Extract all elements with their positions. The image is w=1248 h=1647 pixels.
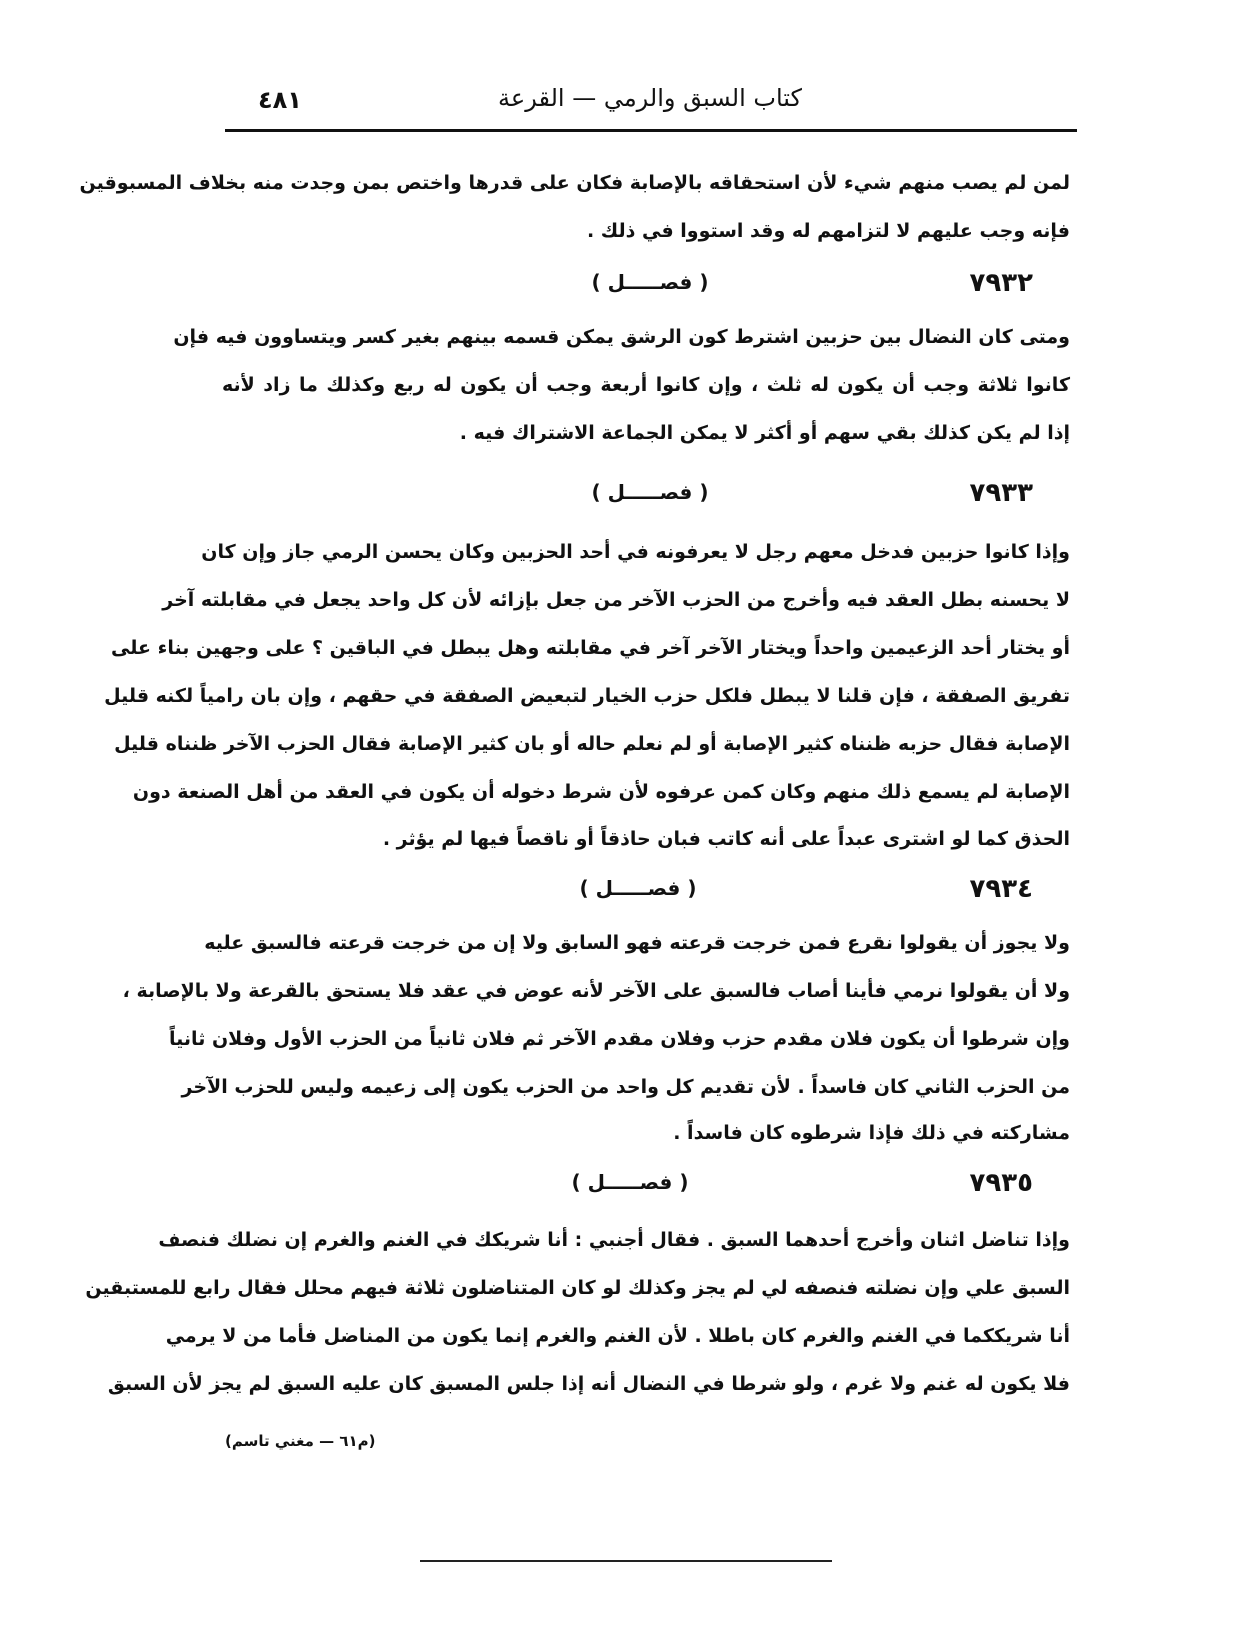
page-number: ٤٨١ [258,86,302,114]
section-title: ( فصـــــل ) [591,270,709,294]
text-line: الحذق كما لو اشترى عبداً على أنه كاتب فبان حاذقاً أو ناقصاً فيها لم يؤثر . [382,828,1070,850]
text-line: لمن لم يصب منهم شيء لأن استحقاقه بالإصابة فكان على قدرها واختص بمن وجدت منه بخلاف المسبوقين [79,172,1070,194]
section-number: ٧٩٣٣ [969,478,1033,508]
text-line: وإذا كانوا حزبين فدخل معهم رجل لا يعرفونه في أحد الحزبين وكان يحسن الرمي جاز وإن كان [201,541,1070,563]
text-line: فلا يكون له غنم ولا غرم ، ولو شرطا في النضال أنه إذا جلس المسبق كان عليه السبق لم يجز لأن السبق [107,1373,1070,1395]
section-number: ٧٩٣٢ [969,268,1033,298]
section-number: ٧٩٣٤ [969,874,1033,904]
text-line: ومتى كان النضال بين حزبين اشترط كون الرشق يمكن قسمه بينهم بغير كسر ويتساوون فيه فإن [173,326,1070,348]
text-line: ولا أن يقولوا نرمي فأينا أصاب فالسبق على الآخر لأنه عوض في عقد فلا يستحق بالقرعة ولا بالإصابة ، [122,980,1070,1002]
text-line: وإذا تناضل اثنان وأخرج أحدهما السبق . فقال أجنبي : أنا شريكك في الغنم والغرم إن نضلك فنصف [158,1229,1070,1251]
text-line: أنا شريككما في الغنم والغرم كان باطلا . لأن الغنم والغرم إنما يكون من المناضل فأما من لا يرمي [165,1325,1070,1347]
text-line: فإنه وجب عليهم لا لتزامهم له وقد استووا في ذلك . [586,220,1070,242]
text-line: كانوا ثلاثة وجب أن يكون له ثلث ، وإن كانوا أربعة وجب أن يكون له ربع وكذلك ما زاد لأنه [222,374,1070,396]
text-line: من الحزب الثاني كان فاسداً . لأن تقديم كل واحد من الحزب يكون إلى زعيمه وليس للحزب الآخر [181,1076,1070,1098]
text-line: الإصابة فقال حزبه ظنناه كثير الإصابة أو لم نعلم حاله أو بان كثير الإصابة فقال الحزب الآخر ظنناه قليل [114,733,1070,755]
text-line: أو يختار أحد الزعيمين واحداً ويختار الآخر آخر في مقابلته وهل يبطل في الباقين ؟ على وجهين بناء على [111,637,1070,659]
running-title: كتاب السبق والرمي — القرعة [498,84,802,112]
text-line: ولا يجوز أن يقولوا نقرع فمن خرجت قرعته فهو السابق ولا إن من خرجت قرعته فالسبق عليه [204,932,1070,954]
text-line: الإصابة لم يسمع ذلك منهم وكان كمن عرفوه لأن شرط دخوله أن يكون في العقد من أهل الصنعة دون [132,781,1070,803]
section-number: ٧٩٣٥ [969,1168,1033,1198]
section-title: ( فصـــــل ) [579,876,697,900]
section-title: ( فصـــــل ) [571,1170,689,1194]
text-line: تفريق الصفقة ، فإن قلنا لا يبطل فلكل حزب الخيار لتبعيض الصفقة في حقهم ، وإن بان رامياً لكنه قليل [104,685,1070,707]
signature-footnote: (م٦١ — مغني تاسم) [225,1432,376,1450]
text-line: السبق علي وإن نضلته فنصفه لي لم يجز وكذلك لو كان المتناضلون ثلاثة فيهم محلل فقال رابع للمستبقين [85,1277,1070,1299]
bottom-rule [420,1560,832,1562]
text-line: وإن شرطوا أن يكون فلان مقدم حزب وفلان مقدم الآخر ثم فلان ثانياً من الحزب الأول وفلان ثانياً [169,1028,1070,1050]
text-line: إذا لم يكن كذلك بقي سهم أو أكثر لا يمكن الجماعة الاشتراك فيه . [459,422,1070,444]
text-line: مشاركته في ذلك فإذا شرطوه كان فاسداً . [673,1122,1070,1144]
header-rule [225,129,1077,132]
text-line: لا يحسنه بطل العقد فيه وأخرج من الحزب الآخر من جعل بإزائه لأن كل واحد يجعل في مقابلته آخر [162,589,1070,611]
section-title: ( فصـــــل ) [591,480,709,504]
